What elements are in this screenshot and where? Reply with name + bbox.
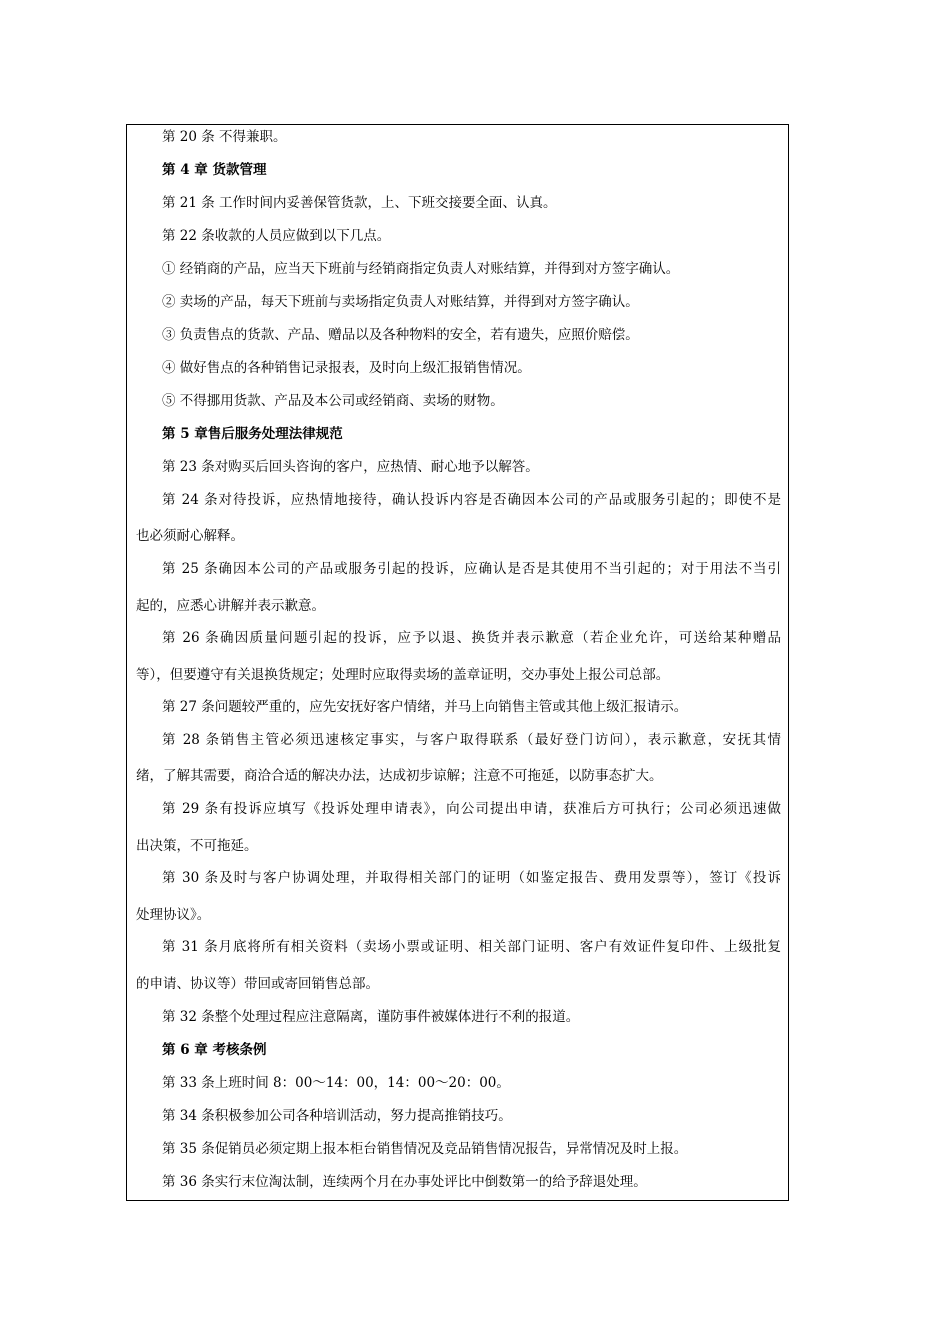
article-26-line-2: 等），但要遵守有关退换货规定；处理时应取得卖场的盖章证明，交办事处上报公司总部。 [136, 667, 670, 683]
article-28-line-1: 第 28 条销售主管必须迅速核定事实，与客户取得联系（最好登门访问），表示歉意，安抚其情 [162, 732, 781, 748]
article-29-line-1: 第 29 条有投诉应填写《投诉处理申请表》，向公司提出申请，获准后方可执行；公司必须迅速做 [162, 801, 781, 817]
list-item-5: ⑤ 不得挪用货款、产品及本公司或经销商、卖场的财物。 [162, 393, 504, 409]
article-21: 第 21 条 工作时间内妥善保管货款，上、下班交接要全面、认真。 [162, 195, 557, 211]
article-29-line-2: 出决策，不可拖延。 [136, 838, 258, 854]
article-28-line-2: 绪，了解其需要，商洽合适的解决办法，达成初步谅解；注意不可拖延，以防事态扩大。 [136, 768, 663, 784]
article-23: 第 23 条对购买后回头咨询的客户，应热情、耐心地予以解答。 [162, 459, 539, 475]
article-33: 第 33 条上班时间 8：00～14：00，14：00～20：00。 [162, 1075, 510, 1091]
article-27: 第 27 条问题较严重的，应先安抚好客户情绪，并马上向销售主管或其他上级汇报请示。 [162, 699, 688, 715]
article-26-line-1: 第 26 条确因质量问题引起的投诉，应予以退、换货并表示歉意（若企业允许，可送给某种赠品 [162, 630, 781, 646]
article-30-line-1: 第 30 条及时与客户协调处理，并取得相关部门的证明（如鉴定报告、费用发票等），签订《投诉 [162, 870, 781, 886]
list-item-2: ② 卖场的产品，每天下班前与卖场指定负责人对账结算，并得到对方签字确认。 [162, 294, 639, 310]
article-31-line-1: 第 31 条月底将所有相关资料（卖场小票或证明、相关部门证明、客户有效证件复印件、上级批复 [162, 939, 781, 955]
article-24-line-2: 也必须耐心解释。 [136, 528, 244, 544]
article-35: 第 35 条促销员必须定期上报本柜台销售情况及竞品销售情况报告，异常情况及时上报。 [162, 1141, 688, 1157]
article-30-line-2: 处理协议》。 [136, 907, 211, 923]
chapter-6-heading: 第 6 章 考核条例 [162, 1042, 267, 1058]
article-31-line-2: 的申请、协议等）带回或寄回销售总部。 [136, 976, 379, 992]
chapter-4-heading: 第 4 章 货款管理 [162, 162, 267, 178]
article-25-line-1: 第 25 条确因本公司的产品或服务引起的投诉，应确认是否是其使用不当引起的；对于用法不当引 [162, 561, 781, 577]
article-34: 第 34 条积极参加公司各种培训活动，努力提高推销技巧。 [162, 1108, 512, 1124]
article-25-line-2: 起的，应悉心讲解并表示歉意。 [136, 598, 325, 614]
article-24-line-1: 第 24 条对待投诉，应热情地接待，确认投诉内容是否确因本公司的产品或服务引起的；即使不是 [162, 492, 781, 508]
list-item-3: ③ 负责售点的货款、产品、赠品以及各种物料的安全，若有遗失，应照价赔偿。 [162, 327, 639, 343]
article-36: 第 36 条实行末位淘汰制，连续两个月在办事处评比中倒数第一的给予辞退处理。 [162, 1174, 647, 1190]
article-22: 第 22 条收款的人员应做到以下几点。 [162, 228, 391, 244]
list-item-4: ④ 做好售点的各种销售记录报表，及时向上级汇报销售情况。 [162, 360, 531, 376]
chapter-5-heading: 第 5 章售后服务处理法律规范 [162, 426, 343, 442]
article-20: 第 20 条 不得兼职。 [162, 129, 287, 145]
list-item-1: ① 经销商的产品，应当天下班前与经销商指定负责人对账结算，并得到对方签字确认。 [162, 261, 680, 277]
article-32: 第 32 条整个处理过程应注意隔离，谨防事件被媒体进行不利的报道。 [162, 1009, 580, 1025]
